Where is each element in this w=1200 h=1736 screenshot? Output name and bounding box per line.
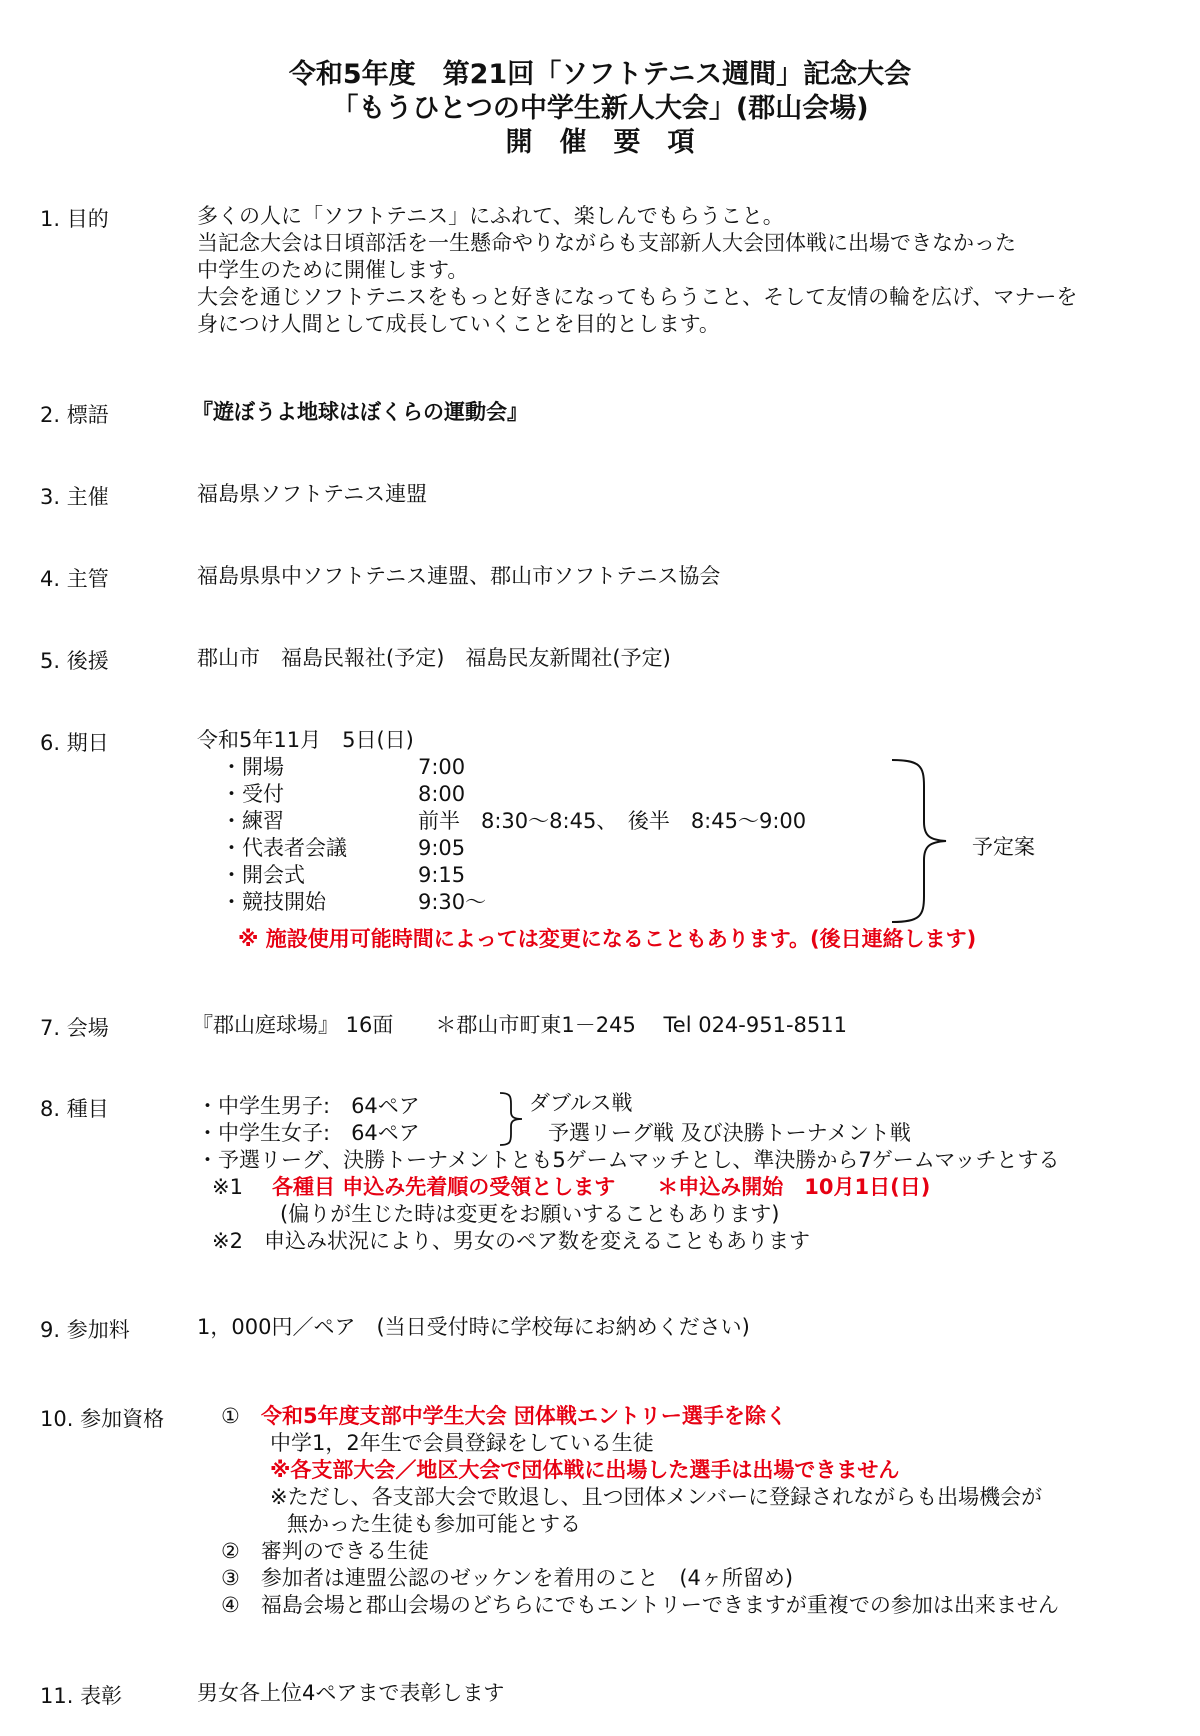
event-format-league: 予選リーグ戦 及び決勝トーナメント戦 xyxy=(548,1121,911,1145)
eligibility-1: 令和5年度支部中学生大会 団体戦エントリー選手を除く xyxy=(261,1404,787,1428)
eligibility-1-exception: ※ただし、各支部大会で敗退し、且つ団体メンバーに登録されながらも出場機会が xyxy=(270,1485,1043,1509)
schedule-item: ・開場 xyxy=(221,755,284,779)
schedule-brace-icon xyxy=(890,756,950,926)
title-line-3: 開 催 要 項 xyxy=(505,127,695,158)
schedule-item: ・受付 xyxy=(221,782,284,806)
schedule-item: ・練習 xyxy=(221,809,284,833)
eligibility-3: ③ 参加者は連盟公認のゼッケンを着用のこと (4ヶ所留め) xyxy=(221,1566,794,1590)
section-1-line: 身につけ人間として成長していくことを目的とします。 xyxy=(197,312,720,336)
organizer: 福島県ソフトテニス連盟 xyxy=(197,482,428,506)
section-11-label: 11. 表彰 xyxy=(40,1684,123,1708)
section-10-label: 10. 参加資格 xyxy=(40,1407,165,1431)
event-girls: ・中学生女子: 64ペア xyxy=(197,1121,420,1145)
section-3-label: 3. 主催 xyxy=(40,485,109,509)
schedule-time: 9:30〜 xyxy=(418,890,487,914)
section-1-line: 中学生のために開催します。 xyxy=(197,258,469,282)
schedule-item: ・競技開始 xyxy=(221,890,326,914)
event-date: 令和5年11月 5日(日) xyxy=(197,728,414,752)
event-brace-icon xyxy=(498,1090,524,1148)
section-2-label: 2. 標語 xyxy=(40,403,109,427)
event-note-1-sub: (偏りが生じた時は変更をお願いすることもあります) xyxy=(280,1202,780,1226)
section-9-label: 9. 参加料 xyxy=(40,1318,130,1342)
section-5-label: 5. 後援 xyxy=(40,649,109,673)
section-1-line: 当記念大会は日頃部活を一生懸命やりながらも支部新人大会団体戦に出場できなかった xyxy=(197,231,1016,255)
section-7-label: 7. 会場 xyxy=(40,1016,109,1040)
host: 福島県県中ソフトテニス連盟、郡山市ソフトテニス協会 xyxy=(197,564,721,588)
schedule-time: 8:00 xyxy=(418,782,466,806)
schedule-time: 9:05 xyxy=(418,836,466,860)
event-boys: ・中学生男子: 64ペア xyxy=(197,1094,420,1118)
eligibility-1-warning: ※各支部大会／地区大会で団体戦に出場した選手は出場できません xyxy=(270,1458,900,1482)
section-6-label: 6. 期日 xyxy=(40,731,109,755)
awards: 男女各上位4ペアまで表彰します xyxy=(197,1681,505,1705)
event-format-doubles: ダブルス戦 xyxy=(529,1091,633,1115)
schedule-time: 7:00 xyxy=(418,755,466,779)
section-1-label: 1. 目的 xyxy=(40,207,109,231)
eligibility-1-exception-cont: 無かった生徒も参加可能とする xyxy=(287,1512,581,1536)
eligibility-1-detail: 中学1，2年生で会員登録をしている生徒 xyxy=(270,1431,654,1455)
schedule-notice: ※ 施設使用可能時間によっては変更になることもあります。(後日連絡します) xyxy=(238,927,977,951)
event-note-1: 各種目 申込み先着順の受領とします ＊申込み開始 10月1日(日) xyxy=(272,1175,931,1199)
schedule-item: ・開会式 xyxy=(221,863,305,887)
section-1-line: 多くの人に「ソフトテニス」にふれて、楽しんでもらうこと。 xyxy=(197,204,784,228)
eligibility-2: ② 審判のできる生徒 xyxy=(221,1539,429,1563)
event-rule: ・予選リーグ、決勝トーナメントとも5ゲームマッチとし、準決勝から7ゲームマッチとする xyxy=(197,1148,1060,1172)
sponsors: 郡山市 福島民報社(予定) 福島民友新聞社(予定) xyxy=(197,646,671,670)
schedule-item: ・代表者会議 xyxy=(221,836,347,860)
title-line-1: 令和5年度 第21回「ソフトテニス週間」記念大会 xyxy=(288,59,912,90)
eligibility-4: ④ 福島会場と郡山会場のどちらにでもエントリーできますが重複での参加は出来ません xyxy=(221,1593,1059,1617)
section-8-label: 8. 種目 xyxy=(40,1097,109,1121)
schedule-time: 前半 8:30〜8:45、 後半 8:45〜9:00 xyxy=(418,809,807,833)
venue: 『郡山庭球場』 16面 ＊郡山市町東1－245 Tel 024-951-8511 xyxy=(192,1013,847,1037)
title-line-2: 「もうひとつの中学生新人大会」(郡山会場) xyxy=(331,93,869,124)
event-note-1-mark: ※1 xyxy=(212,1175,243,1199)
schedule-time: 9:15 xyxy=(418,863,466,887)
schedule-tentative-note: 予定案 xyxy=(972,835,1035,859)
section-1-line: 大会を通じソフトテニスをもっと好きになってもらうこと、そして友情の輪を広げ、マナーを xyxy=(197,285,1078,309)
entry-fee: 1，000円／ペア (当日受付時に学校毎にお納めください) xyxy=(197,1315,750,1339)
slogan: 『遊ぼうよ地球はぼくらの運動会』 xyxy=(192,400,528,424)
eligibility-1-mark: ① xyxy=(221,1404,240,1428)
event-note-2: ※2 申込み状況により、男女のペア数を変えることもあります xyxy=(212,1229,810,1253)
section-4-label: 4. 主管 xyxy=(40,567,109,591)
